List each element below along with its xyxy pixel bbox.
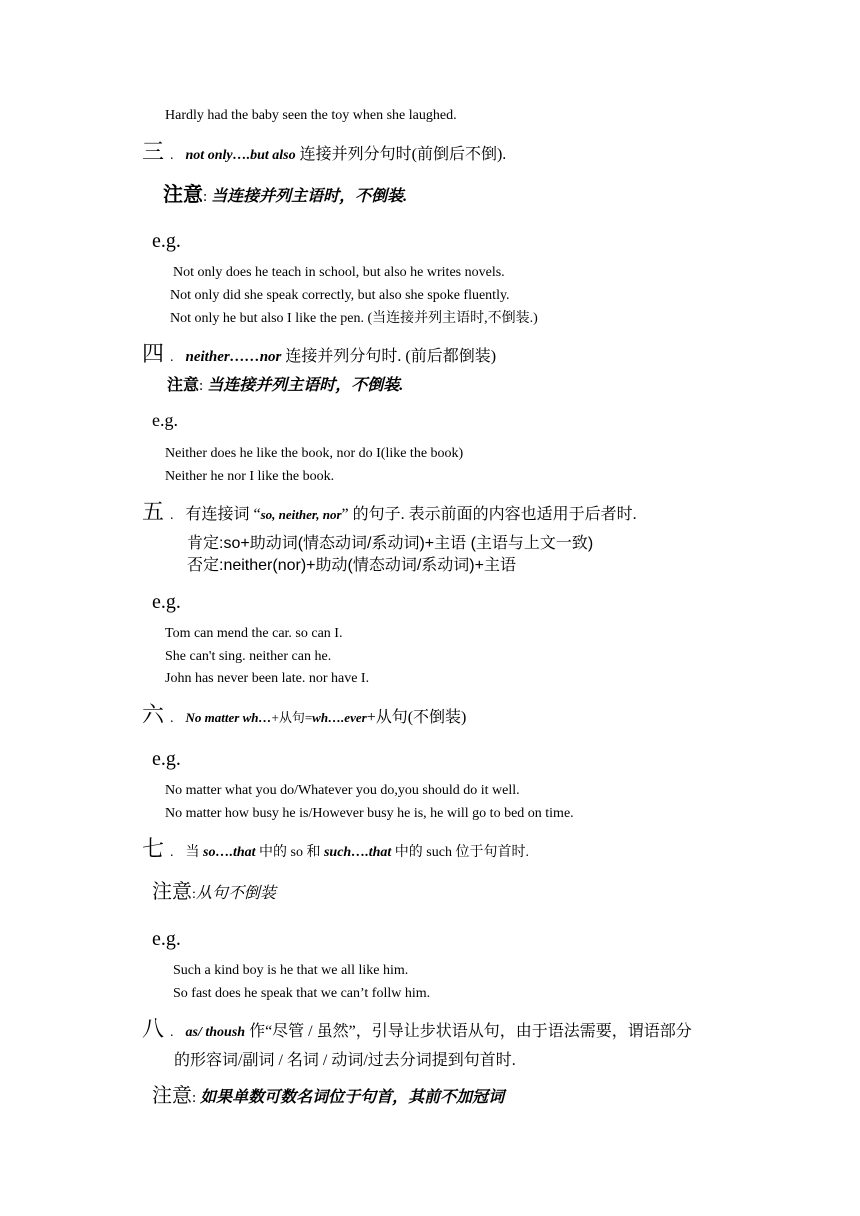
section-5-example-1: Tom can mend the car. so can I. [165,626,343,641]
section-5-number: 五 [142,499,165,524]
section-6-tail: +从句(不倒装) [366,709,467,726]
section-4-note-label: 注意 [167,377,200,394]
section-4-note-text: 当连接并列主语时，不倒装. [207,377,404,394]
section-4-number: 四 [142,341,165,366]
section-6-example-2: No matter how busy he is/However busy he is, he will go to bed on time. [165,806,574,821]
section-3-note-colon: : [203,189,208,205]
section-6-eg: e.g. [152,748,181,770]
section-7-dot: . [170,845,174,860]
section-3-note [163,185,407,205]
section-4-note [167,378,403,394]
section-5-keyword: so, neither, nor [260,507,342,522]
section-4-keyword: neither……nor [185,349,282,365]
section-8-heading [142,1018,692,1040]
section-3-note-text: 当连接并列主语时，不倒装. [211,188,408,205]
section-6-keyword-1: No matter wh… [185,710,272,725]
section-6-mid: +从句= [271,710,313,725]
section-6-heading [142,704,466,726]
section-4-eg: e.g. [152,410,178,430]
section-5-dot: . [170,508,174,523]
section-7-heading [142,838,529,860]
section-8-note-label: 注意 [152,1085,192,1107]
section-8-text-1: 作“尽管 / 虽然”，引导让步状语从句，由于语法需要，谓语部分 [245,1023,692,1040]
section-7-eg: e.g. [152,928,181,950]
section-8-keyword: as/ thoush [185,1025,246,1040]
section-7-text-2: 中的 so 和 [255,845,324,860]
section-4-dot: . [170,350,174,365]
section-8-note [152,1086,504,1106]
section-5-rule-affirmative: 肯定:so+助动词(情态动词/系动词)+主语 (主语与上文一致) [187,535,594,552]
section-3-example-2: Not only did she speak correctly, but also she spoke fluently. [170,288,510,303]
section-3-eg: e.g. [152,230,181,252]
section-6-dot: . [170,711,174,726]
section-7-note-text: 从句不倒装 [195,885,276,902]
section-7-example-2: So fast does he speak that we can’t follw him. [173,986,431,1001]
section-4-example-1: Neither does he like the book, nor do I(like the book) [165,446,464,461]
section-4-heading [142,343,496,365]
section-5-rule-negative: 否定:neither(nor)+助动(情态动词/系动词)+主语 [187,557,516,574]
section-7-keyword-1: so….that [203,845,256,860]
section-3-example-1: Not only does he teach in school, but also he writes novels. [173,265,505,280]
section-3-keyword: not only….but also [185,148,296,163]
section-7-note-colon: : [192,887,196,902]
section-7-note-label: 注意 [152,881,192,903]
section-8-dot: . [170,1025,174,1040]
section-4-note-colon: : [199,378,204,394]
section-6-keyword-2: wh….ever [312,710,367,725]
section-5-heading [142,501,637,523]
section-7-note [152,882,276,902]
section-5-text-post: ” 的句子. 表示前面的内容也适用于后者时. [341,506,637,523]
section-7-text-3: 中的 such 位于句首时. [391,845,529,860]
section-5-eg: e.g. [152,591,181,613]
section-8-text-2: 的形容词/副词 / 名词 / 动词/过去分词提到句首时. [174,1052,516,1069]
section-7-keyword-2: such….that [323,845,392,860]
section-8-number: 八 [142,1016,165,1041]
section-3-example-3: Not only he but also I like the pen. (当连接并列主语时,不倒装.) [170,311,538,326]
section-3-text: 连接并列分句时(前倒后不倒). [295,146,507,163]
section-7-text-1: 当 [185,845,204,860]
section-3-number: 三 [142,139,165,164]
section-3-dot: . [170,148,174,163]
section-7-number: 七 [142,836,165,861]
section-5-text-pre: 有连接词 “ [185,506,261,523]
section-4-text: 连接并列分句时. (前后都倒装) [281,348,497,365]
section-3-heading [142,141,506,163]
section-6-example-1: No matter what you do/Whatever you do,you should do it well. [165,783,520,798]
section-5-example-3: John has never been late. nor have I. [165,671,370,686]
section-8-note-text: 如果单数可数名词位于句首，其前不加冠词 [200,1089,505,1106]
section-5-example-2: She can't sing. neither can he. [165,649,332,664]
section-8-note-colon: : [192,1090,197,1106]
section-4-example-2: Neither he nor I like the book. [165,469,335,484]
intro-example: Hardly had the baby seen the toy when she laughed. [165,108,457,123]
section-7-example-1: Such a kind boy is he that we all like him. [173,963,409,978]
section-3-note-label: 注意 [163,184,203,206]
section-6-number: 六 [142,702,165,727]
